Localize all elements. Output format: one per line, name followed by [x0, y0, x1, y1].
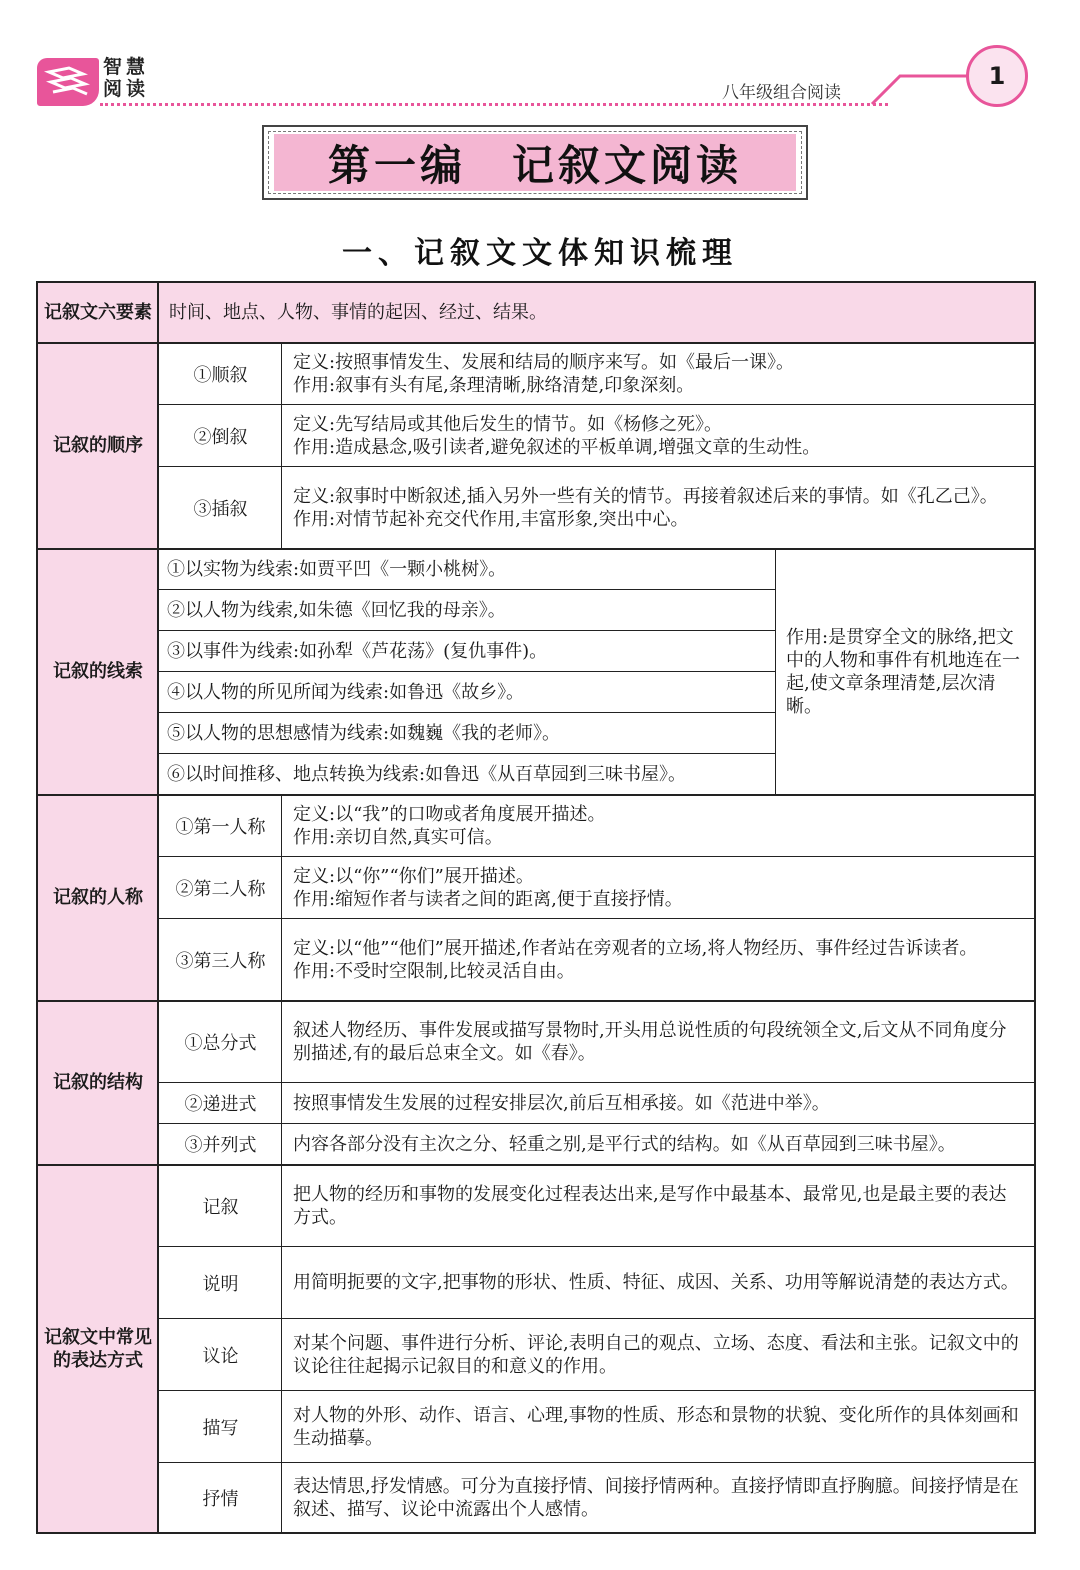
clue-item: ⑥以时间推移、地点转换为线索:如鲁迅《从百草园到三味书屋》。 — [167, 763, 687, 785]
section-title: 一、记叙文文体知识梳理 — [342, 236, 738, 271]
expression-label: 记叙文中常见的表达方式 — [44, 1326, 152, 1371]
expression-name: 抒情 — [202, 1488, 239, 1510]
clue-item: ⑤以人物的思想感情为线索:如魏巍《我的老师》。 — [167, 722, 561, 744]
expression-name: 记叙 — [202, 1196, 239, 1218]
clue-label: 记叙的线索 — [53, 661, 143, 682]
clue-item: ②以人物为线索,如朱德《回忆我的母亲》。 — [167, 599, 506, 621]
book-icon — [43, 64, 93, 100]
order-desc: 定义:叙事时中断叙述,插入另外一些有关的情节。再接着叙述后来的事情。如《孔乙己》。 作用:对情节起补充交代作用,丰富形象,突出中心。 — [293, 485, 998, 530]
expression-desc: 对某个问题、事件进行分析、评论,表明自己的观点、立场、态度、看法和主张。记叙文中的议论往往起揭示记叙目的和意义的作用。 — [293, 1332, 1019, 1377]
clue-item: ③以事件为线索:如孙犁《芦花荡》(复仇事件)。 — [167, 640, 548, 662]
order-desc: 定义:先写结局或其他后发生的情节。如《杨修之死》。 作用:造成悬念,吸引读者,避免叙述的平板单调,增强文章的生动性。 — [293, 413, 821, 458]
structure-desc: 内容各部分没有主次之分、轻重之别,是平行式的结构。如《从百草园到三味书屋》。 — [293, 1133, 956, 1155]
expression-name: 描写 — [202, 1417, 239, 1439]
order-name: ①顺叙 — [193, 364, 248, 386]
order-label: 记叙的顺序 — [53, 435, 143, 456]
structure-name: ②递进式 — [184, 1094, 257, 1115]
person-desc: 定义:以“你”“你们”展开描述。 作用:缩短作者与读者之间的距离,便于直接抒情。 — [293, 865, 683, 910]
expression-name: 说明 — [202, 1273, 239, 1295]
expression-desc: 表达情思,抒发情感。可分为直接抒情、间接抒情两种。直接抒情即直抒胸臆。间接抒情是在叙述、描写、议论中流露出个人感情。 — [293, 1475, 1019, 1520]
banner-main-title: 记叙文阅读 — [512, 140, 743, 190]
structure-desc: 叙述人物经历、事件发展或描写景物时,开头用总说性质的句段统领全文,后文从不同角度分别描述,有的最后总束全文。如《春》。 — [293, 1019, 1007, 1064]
structure-name: ①总分式 — [184, 1032, 257, 1054]
expression-desc: 用简明扼要的文字,把事物的形状、性质、特征、成因、关系、功用等解说清楚的表达方式。 — [293, 1272, 1019, 1293]
person-desc: 定义:以“他”“他们”展开描述,作者站在旁观者的立场,将人物经历、事件经过告诉读者。 作用:不受时空限制,比较灵活自由。 — [293, 937, 978, 982]
logo-text: 智慧阅读 — [103, 56, 150, 100]
expression-name: 议论 — [202, 1345, 239, 1367]
header-divider — [100, 103, 888, 106]
person-name: ②第二人称 — [175, 878, 266, 900]
person-desc: 定义:以“我”的口吻或者角度展开描述。 作用:亲切自然,真实可信。 — [293, 803, 606, 848]
banner-part: 第一编 — [327, 140, 466, 190]
expression-desc: 把人物的经历和事物的发展变化过程表达出来,是写作中最基本、最常见,也是最主要的表达方式。 — [293, 1183, 1007, 1228]
logo-mark — [37, 58, 99, 106]
order-desc: 定义:按照事情发生、发展和结局的顺序来写。如《最后一课》。 作用:叙事有头有尾,条理清晰,脉络清楚,印象深刻。 — [293, 351, 795, 396]
structure-label: 记叙的结构 — [53, 1072, 143, 1093]
expression-desc: 对人物的外形、动作、语言、心理,事物的性质、形态和景物的状貌、变化所作的具体刻画和生动描摹。 — [293, 1404, 1019, 1449]
person-name: ③第三人称 — [175, 950, 266, 972]
clue-item: ①以实物为线索:如贾平凹《一颗小桃树》。 — [167, 558, 507, 580]
order-name: ③插叙 — [193, 498, 248, 520]
header-subtitle: 八年级组合阅读 — [722, 83, 841, 103]
banner-title — [274, 134, 796, 191]
order-name: ②倒叙 — [193, 426, 248, 448]
clue-effect: 作用:是贯穿全文的脉络,把文中的人物和事件有机地连在一起,使文章条理清楚,层次清晰。 — [786, 626, 1020, 717]
structure-name: ③并列式 — [184, 1135, 257, 1156]
six-elements-label: 记叙文六要素 — [44, 302, 152, 323]
header-connector — [870, 72, 970, 106]
person-label: 记叙的人称 — [53, 887, 143, 908]
clue-item: ④以人物的所见所闻为线索:如鲁迅《故乡》。 — [167, 681, 525, 703]
structure-desc: 按照事情发生发展的过程安排层次,前后互相承接。如《范进中举》。 — [293, 1092, 830, 1114]
page-number: 1 — [966, 45, 1028, 107]
six-elements-text: 时间、地点、人物、事情的起因、经过、结果。 — [169, 302, 547, 323]
person-name: ①第一人称 — [175, 816, 266, 838]
